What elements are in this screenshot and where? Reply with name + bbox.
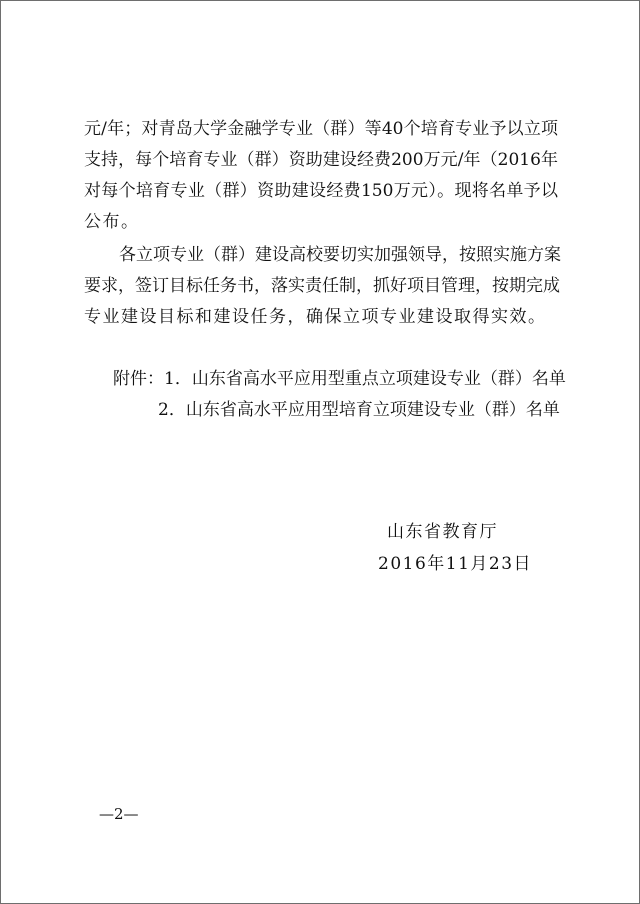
signature-organization: 山东省教育厅: [387, 522, 498, 542]
signature-date: 2016年11月23日: [378, 554, 533, 574]
paragraph-1-line-1: 元/年；对青岛大学金融学专业（群）等40个培育专业予以立项: [84, 119, 558, 139]
attachment-2: 2．山东省高水平应用型培育立项建设专业（群）名单: [158, 400, 560, 420]
paragraph-2-line-1: 各立项专业（群）建设高校要切实加强领导，按照实施方案: [119, 245, 561, 265]
attachment-1: 附件：1．山东省高水平应用型重点立项建设专业（群）名单: [113, 369, 566, 389]
paragraph-1-line-4: 公布。: [84, 212, 140, 232]
paragraph-2-line-3: 专业建设目标和建设任务，确保立项专业建设取得实效。: [84, 307, 547, 327]
paragraph-1-line-2: 支持，每个培育专业（群）资助建设经费200万元/年（2016年: [84, 150, 558, 170]
paragraph-1-line-3: 对每个培育专业（群）资助建设经费150万元）。现将名单予以: [84, 181, 558, 201]
paragraph-2-line-2: 要求，签订目标任务书，落实责任制，抓好项目管理，按期完成: [84, 276, 560, 296]
page-number: —2—: [99, 805, 139, 823]
